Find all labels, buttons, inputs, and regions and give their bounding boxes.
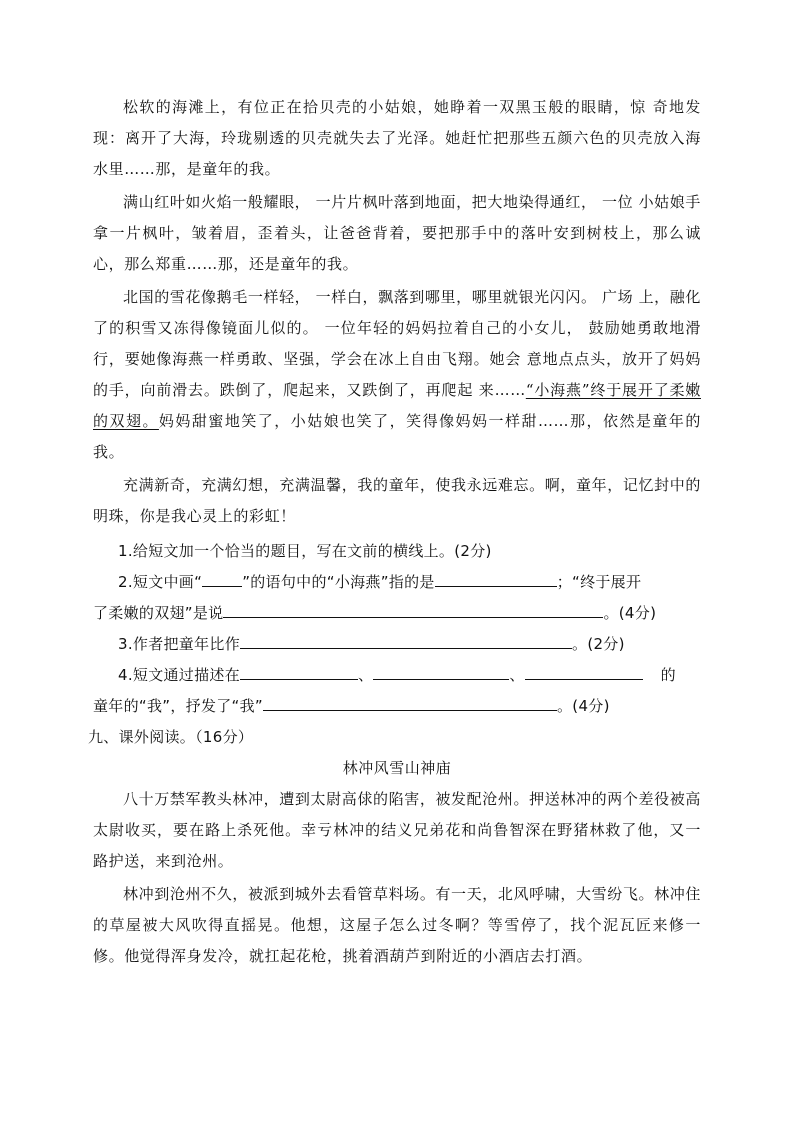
passage-paragraph-3 [93, 282, 701, 468]
question-4-sep-2: 、 [509, 666, 525, 684]
answer-blank-q4-1[interactable] [240, 661, 358, 680]
answer-blank-q2-2[interactable] [223, 599, 603, 618]
document-page [88, 92, 701, 972]
question-2-text-c: ；“终于展开 [556, 573, 642, 591]
section-9-heading: 九、课外阅读。（16分） [88, 728, 254, 746]
underlined-sentence: “小海燕”终于展开了柔嫩的双翅。 [93, 381, 701, 430]
question-3 [93, 629, 701, 660]
passage-paragraph-4: 充满新奇，充满幻想，充满温馨，我的童年，使我永远难忘。啊，童年，记忆封中的明珠，你是我心灵上的彩虹！ [93, 476, 701, 525]
question-3-text: 3.作者把童年比作 [118, 635, 241, 653]
passage-paragraph-2: 满山红叶如火焰一般耀眼， 一片片枫叶落到地面，把大地染得通红， 一位 小姑娘手拿一片枫叶，皱着眉，歪着头，让爸爸背着，要把那手中的落叶安到树枝上，那么诚心，那么郑重……那，还是童年的我。 [93, 193, 701, 273]
question-4-text: 4.短文通过描述在 [118, 666, 241, 684]
answer-blank-q2-1[interactable] [435, 568, 557, 587]
question-2-text-a: 2.短文中画“ [118, 573, 203, 591]
passage-paragraph-3-start: 北国的雪花像鹅毛一样轻， 一样白，飘落到哪里，哪里就银光闪闪。 广场 上，融化了的积雪又冻得像镜面儿似的。 一位年轻的妈妈拉着自己的小女儿， 鼓励她勇敢地滑行，要她像海燕一样勇敢、坚强，学会在冰上自由飞翔。她会 意地点点头，放开了妈妈的手，向前滑去。跌倒了，爬起来，又跌倒了，再爬起 来…… [93, 288, 701, 399]
question-4-points: 。(4分) [557, 697, 610, 715]
question-2-text-d: 了柔嫩的双翅”是说 [93, 604, 224, 622]
question-4-text-b: 的 [660, 666, 676, 684]
question-4 [93, 660, 701, 691]
answer-blank-q4-4[interactable] [263, 692, 557, 711]
question-2-points: 。(4分) [603, 604, 657, 622]
answer-blank-q3[interactable] [240, 630, 572, 649]
question-4-text-c: 童年的“我”，抒发了“我” [93, 697, 263, 715]
answer-blank-q4-3[interactable] [525, 661, 643, 680]
question-3-points: 。(2分) [572, 635, 625, 653]
question-2 [93, 567, 701, 598]
blank-underline-mark[interactable] [202, 568, 242, 587]
question-2-text-b: ”的语句中的“小海燕”指的是 [242, 573, 435, 591]
question-4-sep-1: 、 [358, 666, 374, 684]
reading-paragraph-2: 林冲到沧州不久，被派到城外去看管草料场。有一天，北风呼啸，大雪纷飞。林冲住的草屋被大风吹得直摇晃。他想，这屋子怎么过冬啊？等雪停了，找个泥瓦匠来修一修。他觉得浑身发冷，就扛起花枪，挑着酒葫芦到附近的小酒店去打酒。 [93, 885, 701, 965]
question-1: 1.给短文加一个恰当的题目，写在文前的横线上。(2分) [118, 542, 492, 560]
passage-paragraph-3-end: 妈妈甜蜜地笑了，小姑娘也笑了，笑得像妈妈一样甜……那，依然是童年的我。 [93, 412, 701, 461]
answer-blank-q4-2[interactable] [373, 661, 509, 680]
question-4-continued [93, 691, 701, 722]
reading-paragraph-1: 八十万禁军教头林冲，遭到太尉高俅的陷害，被发配沧州。押送林冲的两个差役被高太尉收买，要在路上杀死他。幸亏林冲的结义兄弟花和尚鲁智深在野猪林救了他，又一路护送，来到沧州。 [93, 790, 701, 870]
passage-paragraph-1: 松软的海滩上，有位正在拾贝壳的小姑娘，她睁着一双黑玉般的眼睛，惊 奇地发现：离开了大海，玲珑剔透的贝壳就失去了光泽。她赶忙把那些五颜六色的贝壳放入海水里……那，是童年的我。 [93, 98, 701, 178]
question-2-continued [93, 598, 701, 629]
reading-title: 林冲风雪山神庙 [342, 759, 452, 777]
